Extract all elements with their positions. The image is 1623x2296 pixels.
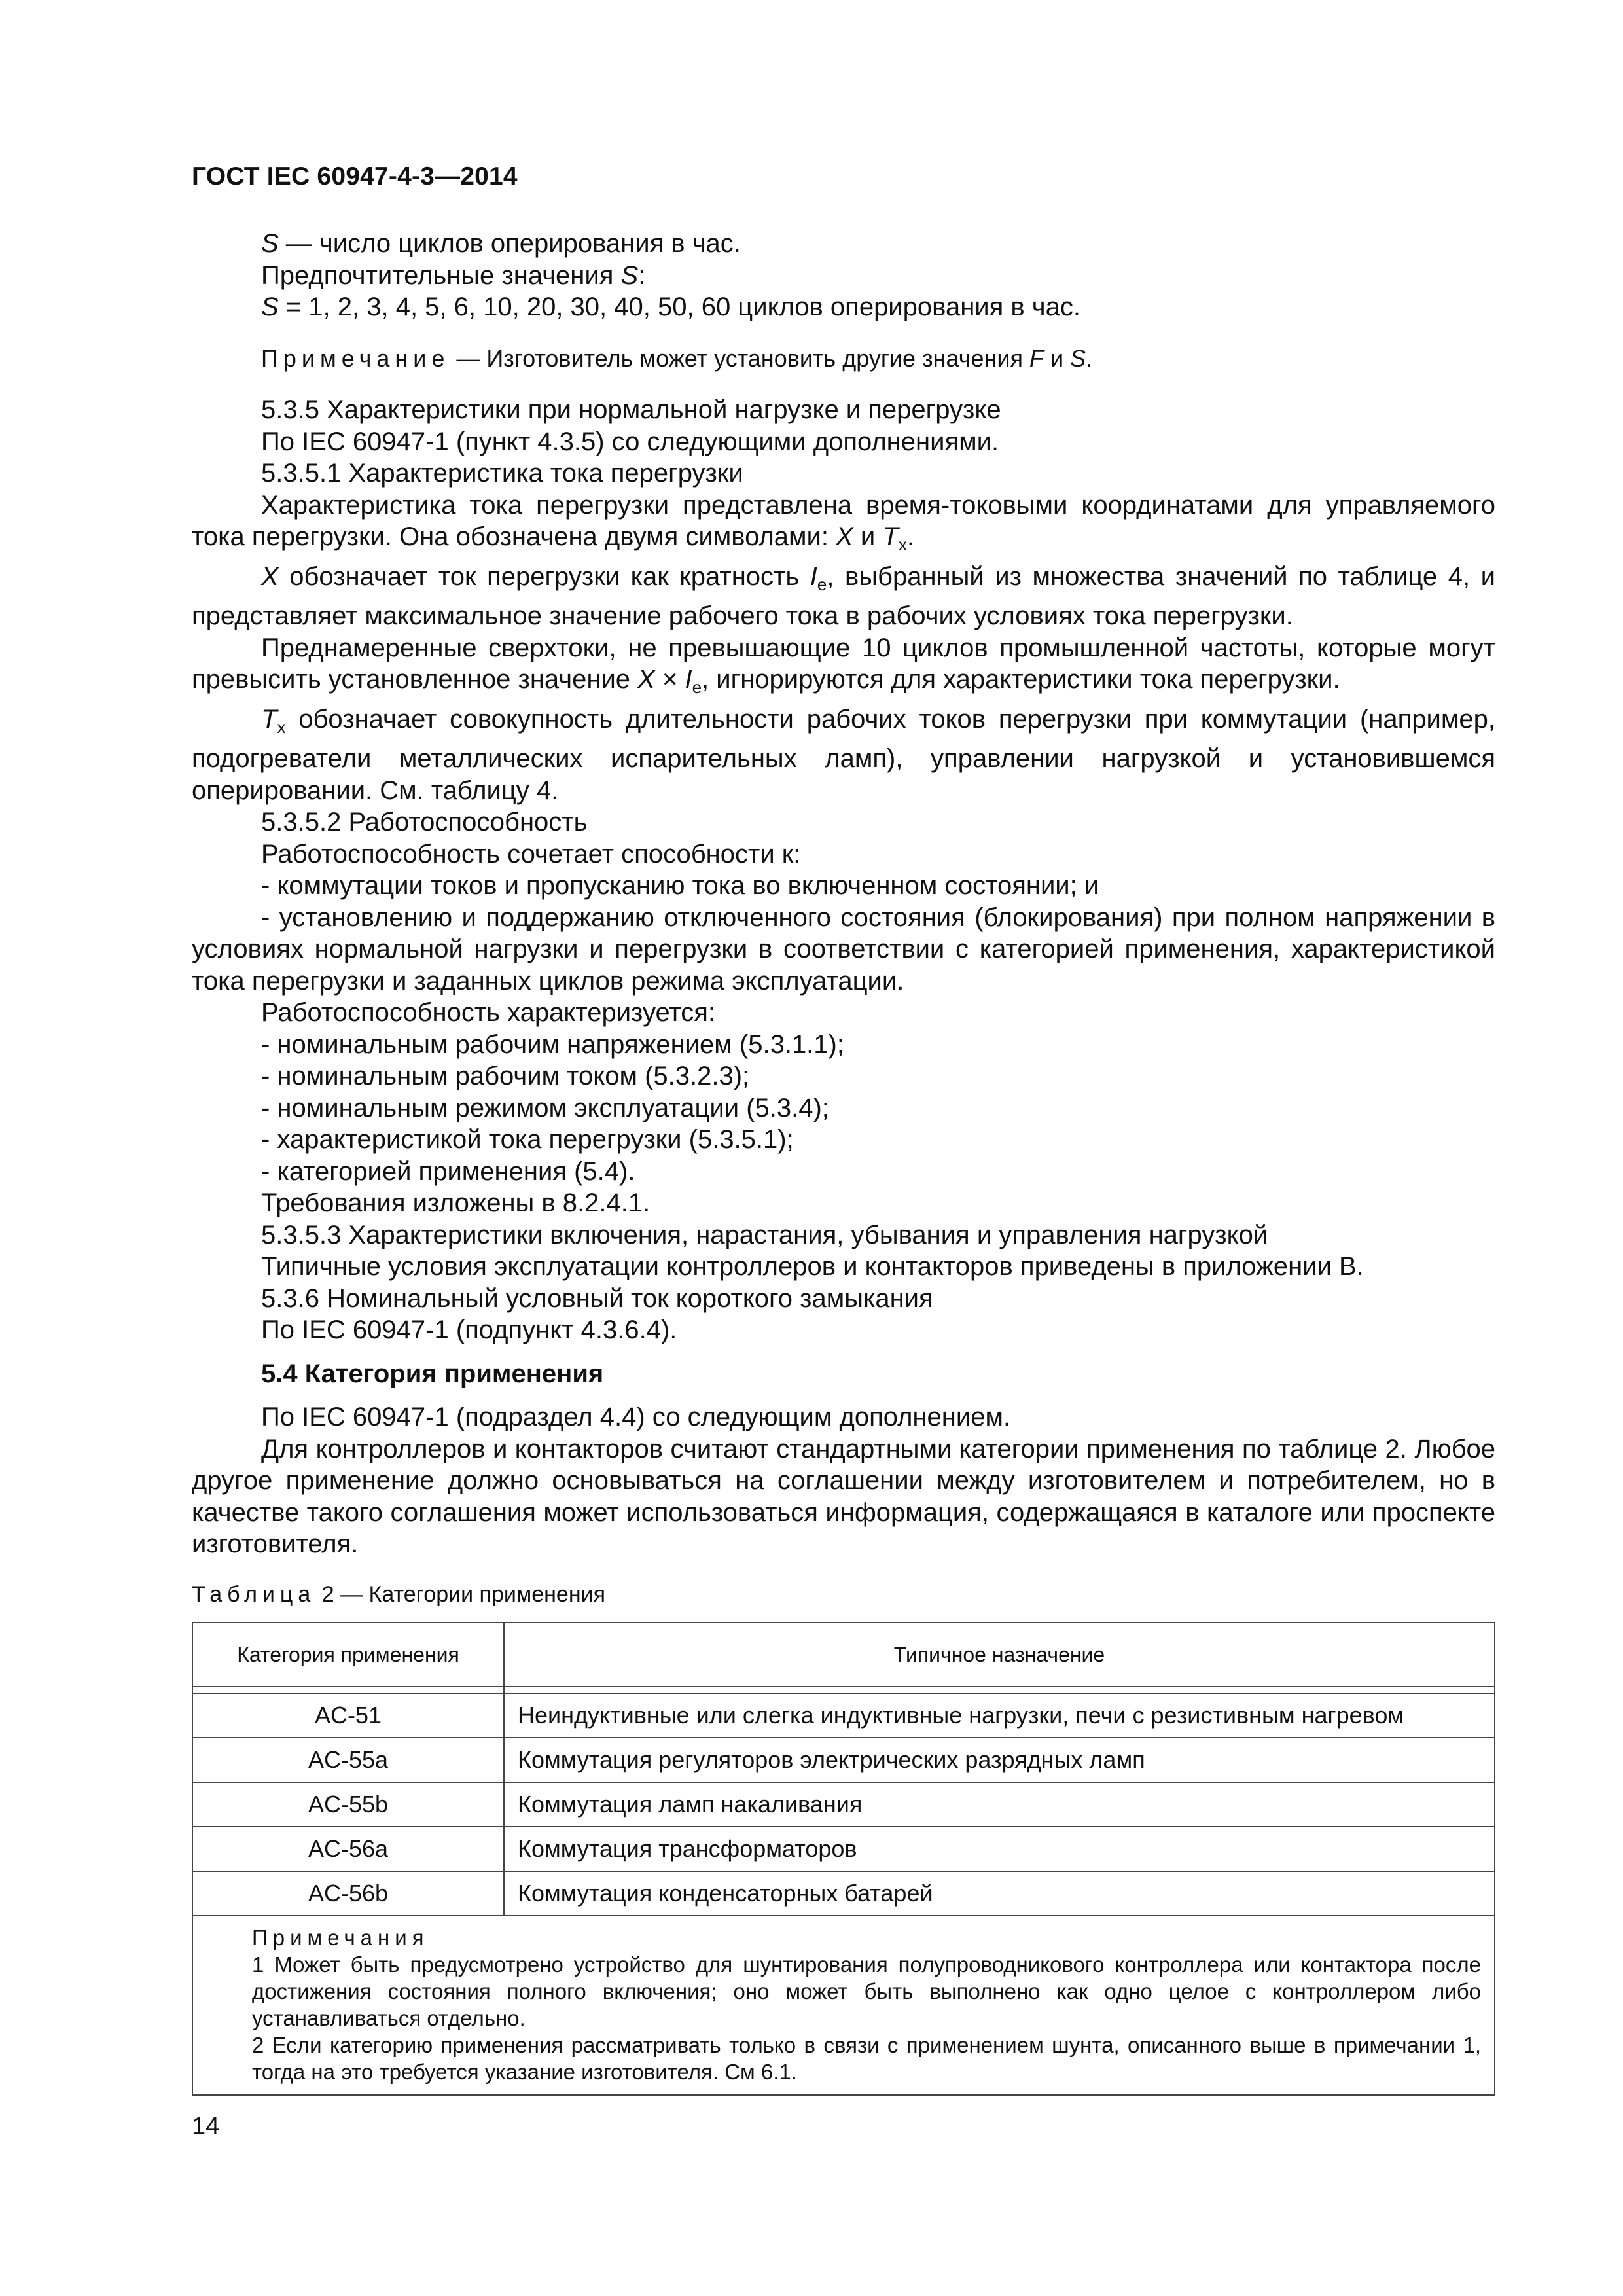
s-values: S = 1, 2, 3, 4, 5, 6, 10, 20, 30, 40, 50, 60 циклов оперирования в час.: [261, 293, 1080, 321]
overcurrent-paragraph: Преднамеренные сверхтоки, не превышающие 10 циклов промышленной частоты, которые могут превысить установленное значение $X \times I_e$, игнорируются для характеристики тока перегрузки.: [192, 633, 1495, 697]
purpose-cell: Коммутация ламп накаливания: [504, 1782, 1495, 1827]
category-cell: AC-51: [192, 1693, 504, 1738]
table-row: [192, 1738, 1495, 1782]
table-header-row: [192, 1623, 1495, 1687]
list-item: - установлению и поддержанию отключенного состояния (блокирования) при полном напряжении в условиях нормальной нагрузки и перегрузки в соответствии с категорией применения, характеристикой тока перегрузки и заданных циклов режима эксплуатации.: [192, 903, 1495, 996]
note-item: 2 Если категорию применения рассматривать только в связи с применением шунта, описанного выше в примечании 1, тогда на это требуется указание изготовителя. См 6.1.: [252, 2033, 1481, 2084]
document-body: [192, 228, 1495, 2096]
list-item: - характеристикой тока перегрузки (5.3.5.1);: [261, 1125, 794, 1154]
section-5-3-5-3-title: 5.3.5.3 Характеристики включения, нарастания, убывания и управления нагрузкой: [261, 1220, 1268, 1249]
purpose-cell: Неиндуктивные или слегка индуктивные нагрузки, печи с резистивным нагревом: [504, 1693, 1495, 1738]
preferred-values-label: Предпочтительные значения S:: [261, 260, 646, 290]
section-5-4-heading: 5.4 Категория применения: [261, 1359, 604, 1388]
overload-paragraph: Характеристика тока перегрузки представлена время-токовыми координатами для управляемого тока перегрузки. Она обозначена двумя символами: X и $T_x$.: [192, 490, 1495, 554]
s-definition: S — число циклов оперирования в час.: [261, 229, 741, 258]
column-header-category: Категория применения: [192, 1623, 504, 1687]
capability-characterized: Работоспособность характеризуется:: [261, 998, 716, 1027]
column-header-purpose: Типичное назначение: [504, 1623, 1495, 1687]
category-cell: AC-55a: [192, 1738, 504, 1782]
utilization-category-table: [192, 1622, 1495, 2096]
page-number: 14: [192, 2113, 220, 2140]
section-5-4-text: Для контроллеров и контакторов считают стандартными категории применения по таблице 2. Любое другое применение должно основываться на соглашении между изготовителем и потребителем, но в качестве такого соглашения может использоваться информация, содержащаяся в каталоге или проспекте изготовителя.: [192, 1434, 1495, 1558]
table-row: [192, 1693, 1495, 1738]
requirements-ref: Требования изложены в 8.2.4.1.: [261, 1189, 651, 1217]
section-5-3-5-title: 5.3.5 Характеристики при нормальной нагрузке и перегрузке: [261, 395, 1001, 424]
notes-heading: Примечания: [252, 1926, 429, 1950]
section-5-3-5-2-title: 5.3.5.2 Работоспособность: [261, 808, 588, 836]
section-5-3-5-ref: По IEC 60947-1 (пункт 4.3.5) со следующими дополнениями.: [261, 427, 999, 456]
category-cell: AC-55b: [192, 1782, 504, 1827]
list-item: - номинальным рабочим током (5.3.2.3);: [261, 1062, 750, 1090]
section-5-4-ref: По IEC 60947-1 (подраздел 4.4) со следующим дополнением.: [261, 1403, 1011, 1431]
purpose-cell: Коммутация регуляторов электрических разрядных ламп: [504, 1738, 1495, 1782]
purpose-cell: Коммутация трансформаторов: [504, 1827, 1495, 1871]
purpose-cell: Коммутация конденсаторных батарей: [504, 1871, 1495, 1916]
x-paragraph: X обозначает ток перегрузки как кратность $I_e$, выбранный из множества значений по таблице 4, и представляет максимальное значение рабочего тока в рабочих условиях тока перегрузки.: [192, 562, 1495, 630]
category-cell: AC-56b: [192, 1871, 504, 1916]
list-item: - номинальным рабочим напряжением (5.3.1.1);: [261, 1030, 844, 1059]
capability-intro: Работоспособность сочетает способности к:: [261, 839, 801, 869]
table-row: [192, 1782, 1495, 1827]
section-5-3-5-1-title: 5.3.5.1 Характеристика тока перегрузки: [261, 459, 743, 488]
table-row: [192, 1871, 1495, 1916]
category-cell: AC-56a: [192, 1827, 504, 1871]
list-item: - номинальным режимом эксплуатации (5.3.4);: [261, 1093, 829, 1122]
table-caption: Таблица 2 — Категории применения: [192, 1581, 605, 1607]
document-header: ГОСТ IEC 60947-4-3—2014: [192, 162, 518, 190]
note-item: 1 Может быть предусмотрено устройство для шунтирования полупроводникового контроллера или контактора после достижения состояния полного включения; оно может быть выполнено как одно целое с контроллером либо устанавливаться отдельно.: [252, 1952, 1481, 2030]
note-f-s: Примечание — Изготовитель может установить другие значения F и S.: [261, 344, 1093, 372]
table-notes-row: [192, 1916, 1495, 2095]
section-5-3-6-title: 5.3.6 Номинальный условный ток короткого замыкания: [261, 1283, 933, 1313]
header-separator: [192, 1687, 1495, 1693]
typical-conditions: Типичные условия эксплуатации контроллеров и контакторов приведены в приложении В.: [261, 1252, 1364, 1281]
table-row: [192, 1827, 1495, 1871]
list-item: - коммутации токов и пропусканию тока во включенном состоянии; и: [261, 871, 1099, 900]
table-notes: [192, 1916, 1495, 2095]
section-5-3-6-ref: По IEC 60947-1 (подпункт 4.3.6.4).: [261, 1316, 677, 1344]
tx-paragraph: $T_x$ обозначает совокупность длительности рабочих токов перегрузки при коммутации (например, подогреватели металлических испарительных ламп), управлении нагрузкой и установившемся оперировании. См. таблицу 4.: [192, 704, 1495, 805]
list-item: - категорией применения (5.4).: [261, 1157, 635, 1186]
